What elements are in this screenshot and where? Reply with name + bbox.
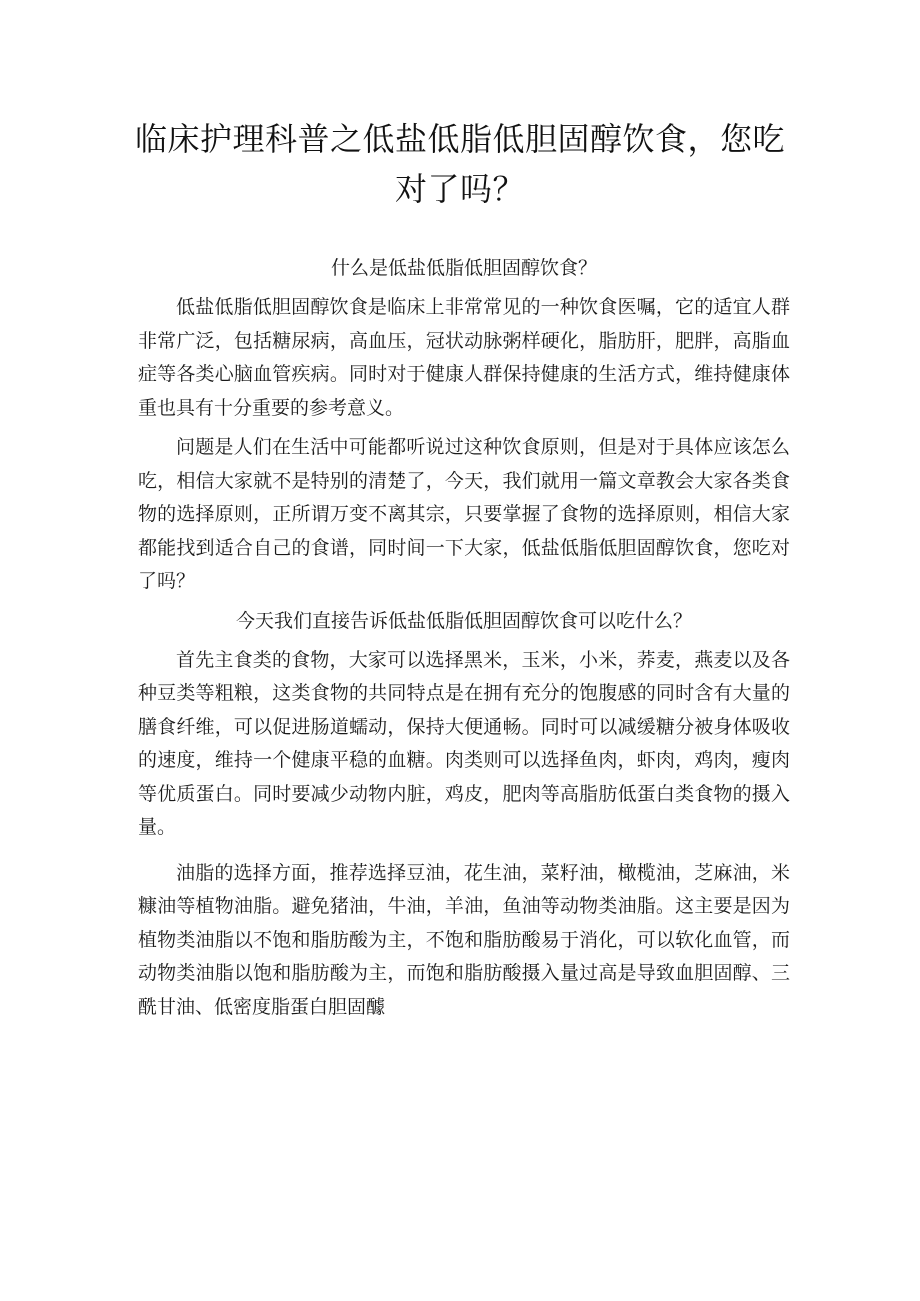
paragraph-question: 问题是人们在生活中可能都听说过这种饮食原则，但是对于具体应该怎么吃，相信大家就不是特别的清楚了，今天，我们就用一篇文章教会大家各类食物的选择原则，正所谓万变不离其宗，只要掌握了食物的选择原则，相信大家都能找到适合自己的食谱，同时间一下大家，低盐低脂低胆固醇饮食，您吃对了吗？ [138, 436, 790, 592]
document-title: 临床护理科普之低盐低脂低胆固醇饮食，您吃对了吗？ [134, 120, 785, 208]
document-body [138, 252, 790, 1030]
section-heading-what-is: 什么是低盐低脂低胆固醇饮食？ [330, 257, 597, 279]
paragraph-staple-foods: 首先主食类的食物，大家可以选择黑米，玉米，小米，荞麦，燕麦以及各种豆类等粗粮，这类食物的共同特点是在拥有充分的饱腹感的同时含有大量的膳食纤维，可以促进肠道蠕动，保持大便通畅。同时可以减缓糖分被身体吸收的速度，维持一个健康平稳的血糖。肉类则可以选择鱼肉，虾肉，鸡肉，瘦肉等优质蛋白。同时要减少动物内脏，鸡皮，肥肉等高脂肪低蛋白类食物的摄入量。 [138, 648, 790, 838]
paragraph-oils: 油脂的选择方面，推荐选择豆油，花生油，菜籽油，橄榄油，芝麻油，米糠油等植物油脂。避免猪油，牛油，羊油，鱼油等动物类油脂。这主要是因为植物类油脂以不饱和脂肪酸为主，不饱和脂肪酸易于消化，可以软化血管，而动物类油脂以饱和脂肪酸为主，而饱和脂肪酸摄入量过高是导致血胆固醇、三酰甘油、低密度脂蛋白胆固醵 [138, 861, 790, 1018]
section-heading-what-to-eat: 今天我们直接告诉低盐低脂低胆固醇饮食可以吃什么？ [235, 609, 692, 632]
paragraph-intro: 低盐低脂低胆固醇饮食是临床上非常常见的一种饮食医嘱，它的适宜人群非常广泛，包括糖尿病，高血压，冠状动脉粥样硬化，脂肪肝，肥胖，高脂血症等各类心脑血管疾病。同时对于健康人群保持健康的生活方式，维持健康体重也具有十分重要的参考意义。 [138, 296, 790, 419]
